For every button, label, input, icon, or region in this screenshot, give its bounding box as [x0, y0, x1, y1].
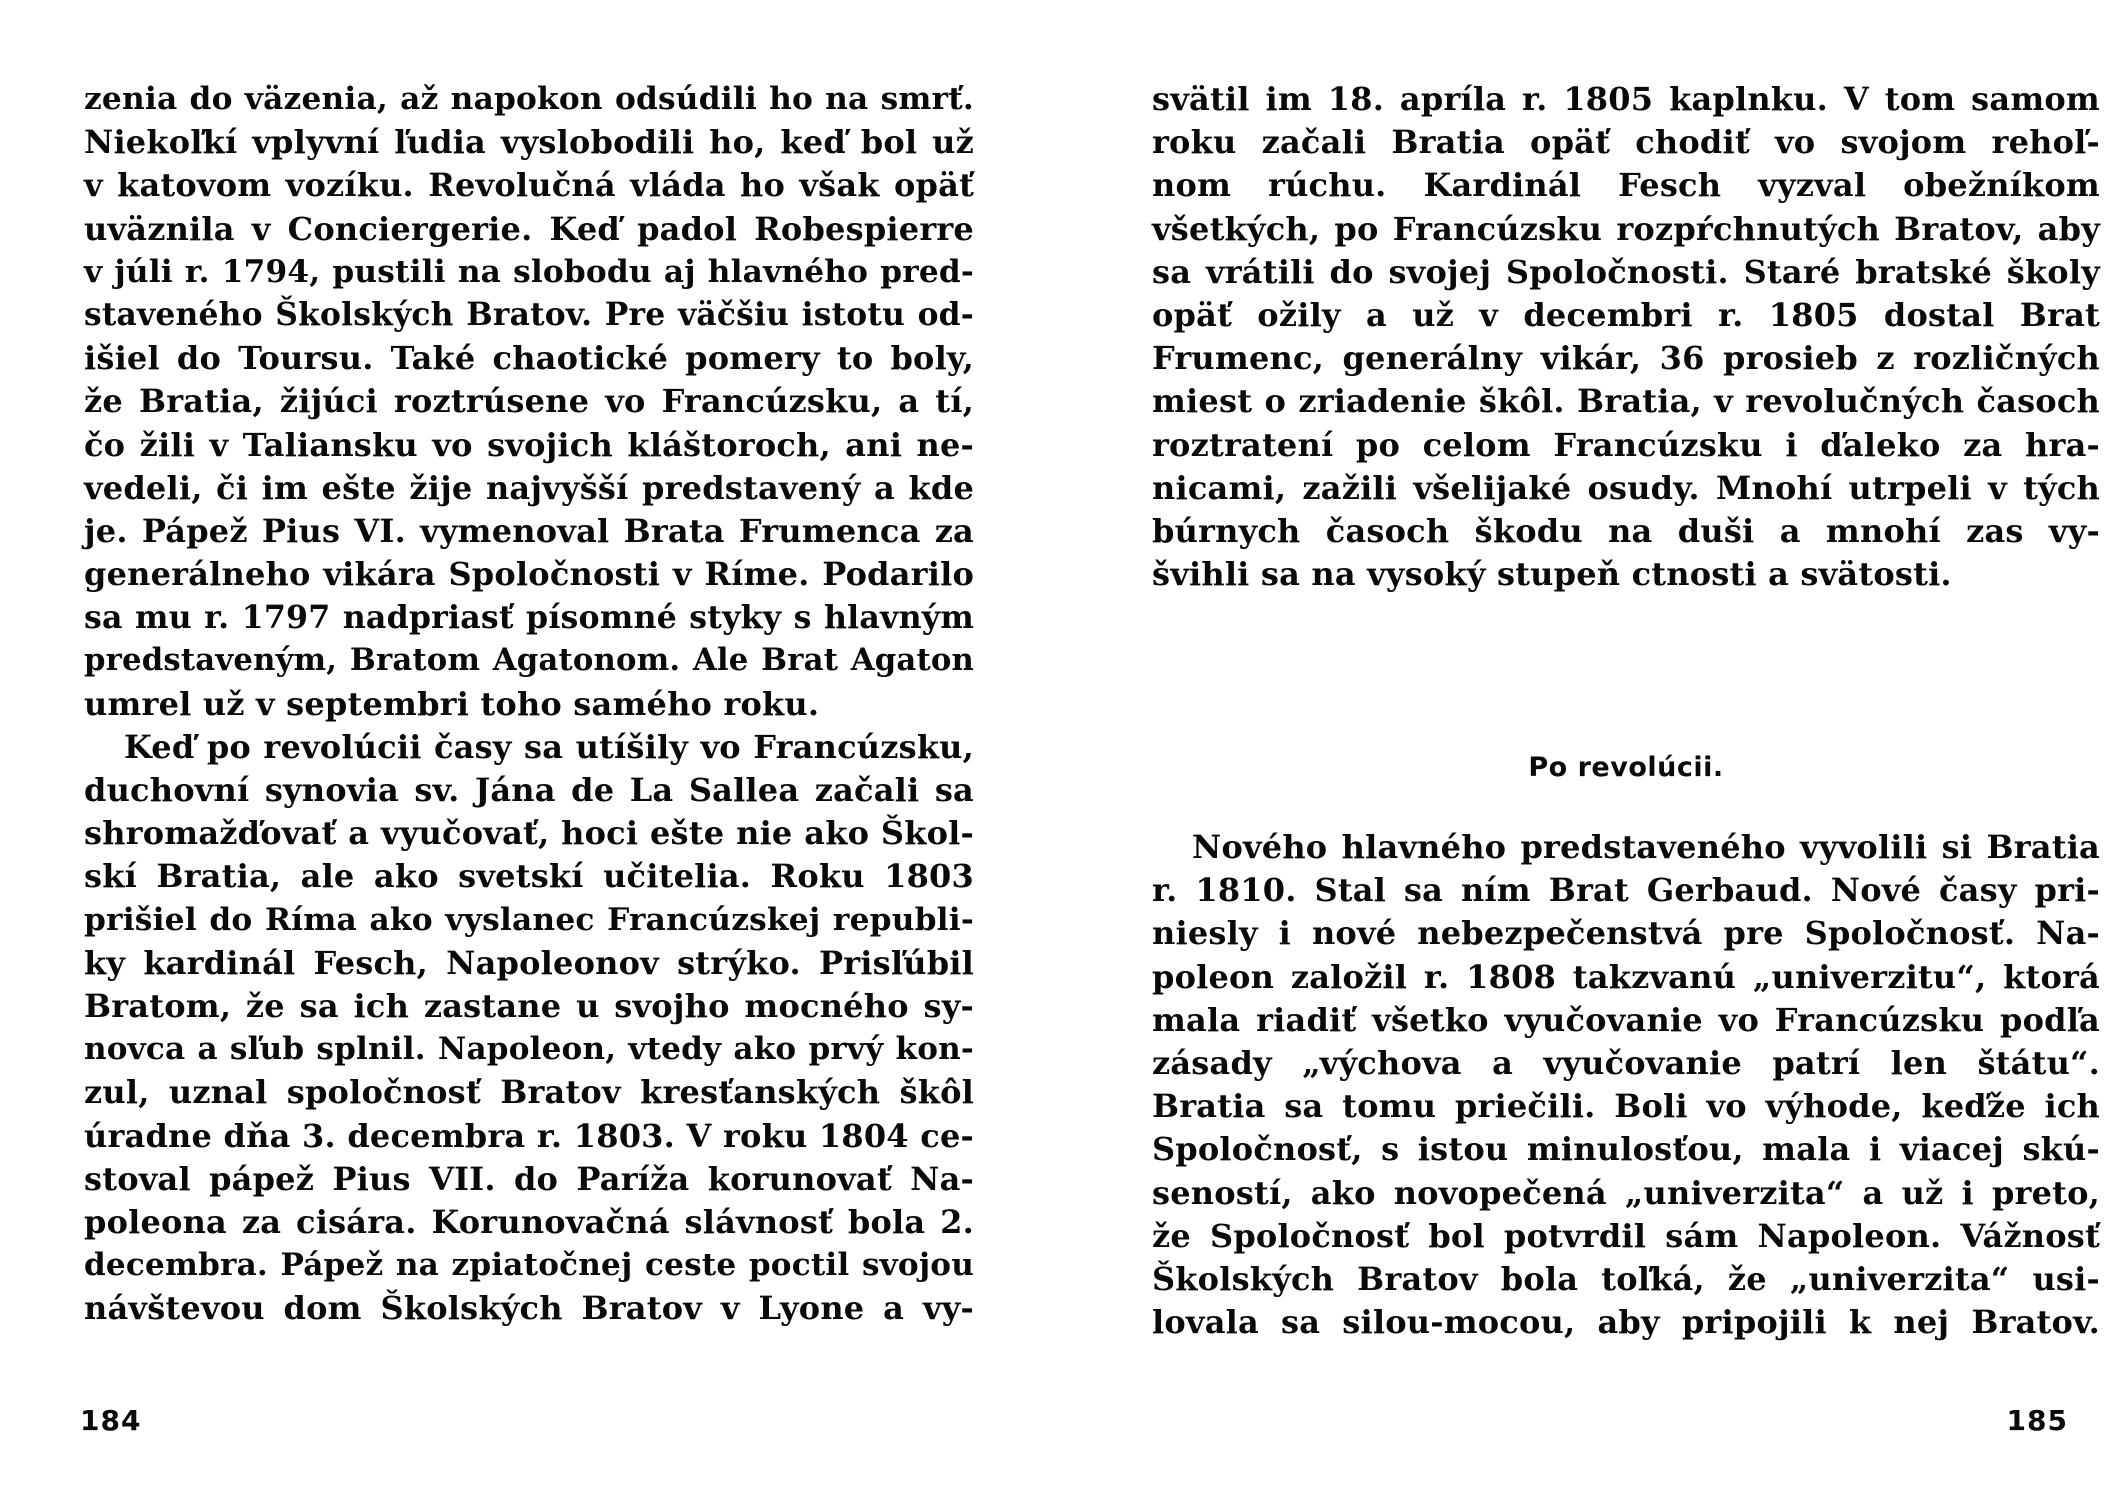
text-line: ky kardinál Fesch, Napoleonov strýko. Prisľúbil: [84, 943, 974, 982]
right-page-text-top: [1152, 78, 2100, 596]
page-number-right: 185: [2006, 1404, 2068, 1437]
text-line: v katovom vozíku. Revolučná vláda ho však opäť: [84, 166, 974, 205]
text-line: návštevou dom Školských Bratov v Lyone a vy-: [84, 1289, 974, 1328]
text-line: Bratom, že sa ich zastane u svojho mocného sy-: [84, 986, 974, 1025]
text-line: uväznila v Conciergerie. Keď padol Robespierre: [84, 209, 974, 248]
text-line: mala riadiť všetko vyučovanie vo Francúzsku podľa: [1152, 1000, 2100, 1039]
right-page: [1054, 0, 2108, 1500]
text-line: v júli r. 1794, pustili na slobodu aj hlavného pred-: [84, 253, 974, 290]
section-heading: Po revolúcii.: [1528, 752, 1724, 783]
text-line: Školských Bratov bola toľká, že „univerzita“ usi-: [1152, 1259, 2100, 1298]
text-line: že Bratia, žijúci roztrúsene vo Francúzsku, a tí,: [84, 382, 974, 421]
text-line: roztratení po celom Francúzsku i ďaleko za hra-: [1152, 425, 2100, 464]
text-line: zásady „výchova a vyučovanie patrí len štátu“.: [1152, 1043, 2100, 1082]
text-line: Nového hlavného predstaveného vyvolili si Bratia: [1192, 828, 2100, 866]
text-line: prišiel do Ríma ako vyslanec Francúzskej republi-: [84, 901, 974, 938]
left-page-text: [84, 78, 974, 1330]
text-line: umrel už v septembri toho samého roku.: [84, 684, 820, 723]
text-line: roku začali Bratia opäť chodiť vo svojom rehoľ-: [1152, 123, 2100, 162]
text-line: sa mu r. 1797 nadpriasť písomné styky s hlavným: [84, 599, 974, 637]
text-line: novca a sľub splnil. Napoleon, vtedy ako prvý kon-: [84, 1031, 974, 1068]
text-line: Niekoľkí vplyvní ľudia vyslobodili ho, keď bol už: [84, 123, 974, 162]
text-line: poleona za cisára. Korunovačná slávnosť bola 2.: [84, 1202, 974, 1241]
text-line: Spoločnosť, s istou minulosťou, mala i viacej skú-: [1152, 1130, 2100, 1169]
text-line: Frumenc, generálny vikár, 36 prosieb z rozličných: [1152, 339, 2100, 378]
text-line: sa vrátili do svojej Spoločnosti. Staré bratské školy: [1152, 252, 2100, 291]
text-line: búrnych časoch škodu na duši a mnohí zas vy-: [1152, 511, 2100, 550]
text-line: skí Bratia, ale ako svetskí učitelia. Roku 1803: [84, 857, 974, 896]
text-line: duchovní synovia sv. Jána de La Sallea začali sa: [84, 771, 974, 809]
text-line: zul, uznal spoločnosť Bratov kresťanských škôl: [84, 1073, 974, 1112]
text-line: generálneho vikára Spoločnosti v Ríme. Podarilo: [84, 555, 974, 594]
text-line: seností, ako novopečená „univerzita“ a už i preto,: [1152, 1173, 2100, 1212]
text-line: zenia do väzenia, až napokon odsúdili ho na smrť.: [84, 81, 974, 117]
text-line: čo žili v Taliansku vo svojich kláštoroch, ani ne-: [84, 425, 974, 464]
text-line: niesly i nové nebezpečenstvá pre Spoločnosť. Na-: [1152, 914, 2100, 953]
text-line: že Spoločnosť bol potvrdil sám Napoleon. Vážnosť: [1152, 1216, 2100, 1255]
text-line: išiel do Toursu. Také chaotické pomery to boly,: [84, 339, 974, 378]
text-line: svätil im 18. apríla r. 1805 kaplnku. V tom samom: [1152, 80, 2100, 118]
text-line: staveného Školských Bratov. Pre väčšiu istotu od-: [84, 296, 974, 333]
text-line: shromažďovať a vyučovať, hoci ešte nie ako Škol-: [84, 814, 974, 853]
text-line: r. 1810. Stal sa ním Brat Gerbaud. Nové časy pri-: [1152, 871, 2100, 910]
text-line: nicami, zažili všelijaké osudy. Mnohí utrpeli v tých: [1152, 468, 2100, 507]
text-line: Bratia sa tomu priečili. Boli vo výhode, keďže ich: [1152, 1087, 2100, 1126]
text-line: úradne dňa 3. decembra r. 1803. V roku 1804 ce-: [84, 1116, 974, 1155]
text-line: vedeli, či im ešte žije najvyšší predstavený a kde: [84, 468, 974, 507]
text-line: predstaveným, Bratom Agatonom. Ale Brat Agaton: [84, 642, 974, 679]
text-line: miest o zriadenie škôl. Bratia, v revolučných časoch: [1152, 382, 2100, 421]
text-line: všetkých, po Francúzsku rozpŕchnutých Bratov, aby: [1152, 209, 2100, 248]
text-line: nom rúchu. Kardinál Fesch vyzval obežníkom: [1152, 166, 2100, 205]
text-line: decembra. Pápež na zpiatočnej ceste poctil svojou: [84, 1247, 974, 1284]
text-line: lovala sa silou-mocou, aby pripojili k nej Bratov.: [1152, 1303, 2100, 1342]
text-line: je. Pápež Pius VI. vymenoval Brata Frumenca za: [84, 511, 974, 550]
text-line: švihli sa na vysoký stupeň ctnosti a svätosti.: [1152, 555, 1952, 594]
text-line: Keď po revolúcii časy sa utíšily vo Francúzsku,: [124, 727, 974, 766]
page-number-left: 184: [80, 1404, 142, 1437]
right-page-text-bottom: [1152, 826, 2100, 1344]
text-line: stoval pápež Pius VII. do Paríža korunovať Na-: [84, 1159, 974, 1198]
text-line: opäť ožily a už v decembri r. 1805 dostal Brat: [1152, 295, 2100, 334]
text-line: poleon založil r. 1808 takzvanú „univerzitu“, ktorá: [1152, 957, 2100, 996]
